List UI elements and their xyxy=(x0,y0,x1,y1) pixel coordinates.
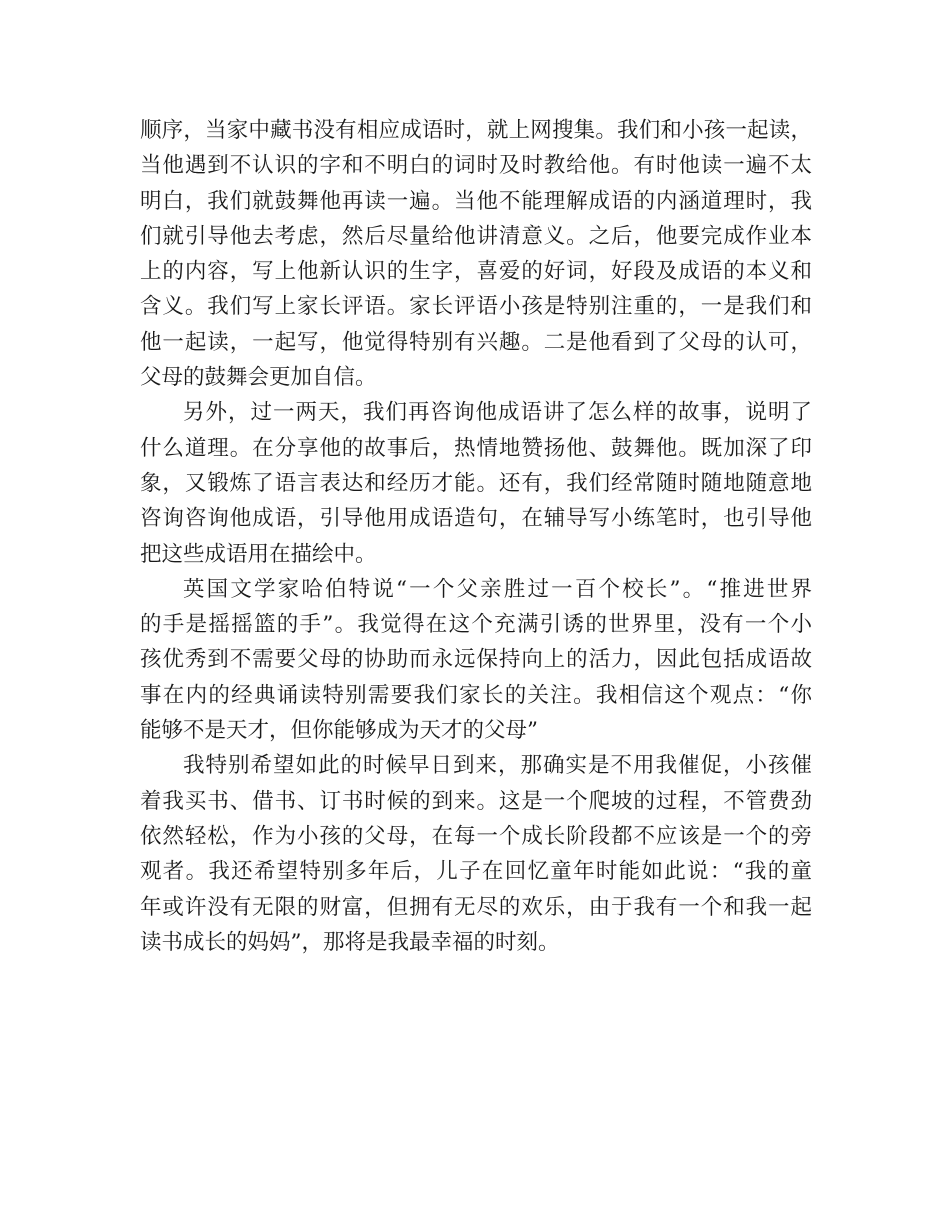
text-line: 明白，我们就鼓舞他再读一遍。当他不能理解成语的内涵道理时，我 xyxy=(140,188,812,214)
text-line: 们就引导他去考虑，然后尽量给他讲清意义。之后，他要完成作业本 xyxy=(140,223,812,249)
text-line: 他一起读，一起写，他觉得特别有兴趣。二是他看到了父母的认可， xyxy=(140,329,812,355)
text-line: 英国文学家哈伯特说“一个父亲胜过一百个校长”。“推进世界 xyxy=(183,576,812,602)
text-line: 事在内的经典诵读特别需要我们家长的关注。我相信这个观点：“你 xyxy=(140,682,812,708)
text-line: 象，又锻炼了语言表达和经历才能。还有，我们经常随时随地随意地 xyxy=(140,470,812,496)
text-line: 读书成长的妈妈”，那将是我最幸福的时刻。 xyxy=(140,929,560,955)
document-body xyxy=(140,113,812,960)
text-line: 年或许没有无限的财富，但拥有无尽的欢乐，由于我有一个和我一起 xyxy=(140,894,812,920)
text-line: 父母的鼓舞会更加自信。 xyxy=(140,365,377,391)
text-line: 能够不是天才，但你能够成为天才的父母” xyxy=(140,718,538,744)
text-line: 观者。我还希望特别多年后，儿子在回忆童年时能如此说：“我的童 xyxy=(140,859,812,885)
text-line: 含义。我们写上家长评语。家长评语小孩是特别注重的，一是我们和 xyxy=(140,294,812,320)
text-line: 顺序，当家中藏书没有相应成语时，就上网搜集。我们和小孩一起读， xyxy=(140,118,812,143)
text-line: 把这些成语用在描绘中。 xyxy=(140,541,377,567)
text-line: 上的内容，写上他新认识的生字，喜爱的好词，好段及成语的本义和 xyxy=(140,259,812,285)
paragraph xyxy=(140,395,812,571)
text-line: 着我买书、借书、订书时候的到来。这是一个爬坡的过程，不管费劲 xyxy=(140,788,812,814)
paragraph xyxy=(140,572,812,748)
text-line: 咨询咨询他成语，引导他用成语造句，在辅导写小练笔时，也引导他 xyxy=(140,506,812,532)
text-line: 另外，过一两天，我们再咨询他成语讲了怎么样的故事，说明了 xyxy=(183,400,812,426)
text-line: 孩优秀到不需要父母的协助而永远保持向上的活力，因此包括成语故 xyxy=(140,647,812,673)
paragraph xyxy=(140,748,812,960)
text-line: 我特别希望如此的时候早日到来，那确实是不用我催促，小孩催 xyxy=(183,753,812,779)
text-line: 当他遇到不认识的字和不明白的词时及时教给他。有时他读一遍不太 xyxy=(140,153,812,179)
paragraph xyxy=(140,113,812,395)
text-line: 什么道理。在分享他的故事后，热情地赞扬他、鼓舞他。既加深了印 xyxy=(140,435,812,461)
text-line: 依然轻松，作为小孩的父母，在每一个成长阶段都不应该是一个的旁 xyxy=(140,823,812,849)
text-line: 的手是摇摇篮的手”。我觉得在这个充满引诱的世界里，没有一个小 xyxy=(140,612,812,638)
